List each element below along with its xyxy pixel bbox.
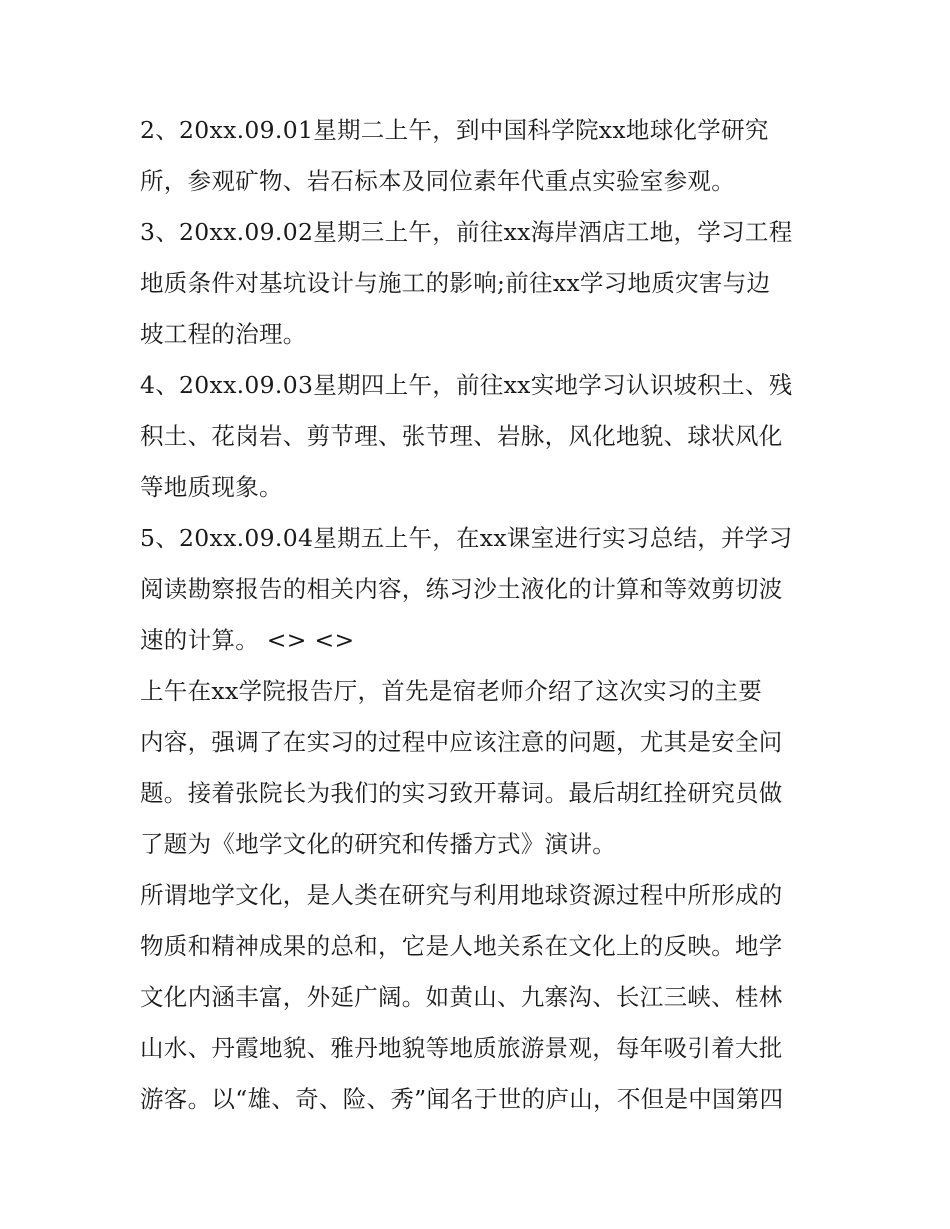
text-line-4: 地质条件对基坑设计与施工的影响;前往xx学习地质灾害与边 [140, 269, 771, 297]
text-line-7: 积土、花岗岩、剪节理、张节理、岩脉，风化地貌、球状风化 [140, 422, 783, 450]
text-line-14: 题。接着张院长为我们的实习致开幕词。最后胡红拴研究员做 [140, 779, 783, 807]
text-line-18: 文化内涵丰富，外延广阔。如黄山、九寨沟、长江三峡、桂林 [140, 983, 783, 1011]
text-line-11: 速的计算。 <> <> [140, 626, 355, 654]
text-line-1: 2、20xx.09.01星期二上午，到中国科学院xx地球化学研究 [140, 116, 769, 144]
text-line-19: 山水、丹霞地貌、雅丹地貌等地质旅游景观，每年吸引着大批 [140, 1034, 783, 1062]
text-line-13: 内容，强调了在实习的过程中应该注意的问题，尤其是安全问 [140, 728, 783, 756]
text-line-16: 所谓地学文化，是人类在研究与利用地球资源过程中所形成的 [140, 881, 783, 909]
text-line-10: 阅读勘察报告的相关内容，练习沙土液化的计算和等效剪切波 [140, 575, 783, 603]
text-line-2: 所，参观矿物、岩石标本及同位素年代重点实验室参观。 [140, 167, 735, 195]
text-line-8: 等地质现象。 [140, 473, 283, 501]
text-line-9: 5、20xx.09.04星期五上午，在xx课室进行实习总结，并学习 [140, 524, 793, 552]
text-line-15: 了题为《地学文化的研究和传播方式》演讲。 [140, 830, 616, 858]
text-line-3: 3、20xx.09.02星期三上午，前往xx海岸酒店工地，学习工程 [140, 218, 793, 246]
text-line-12: 上午在xx学院报告厅，首先是宿老师介绍了这次实习的主要 [140, 677, 763, 705]
document-body [140, 105, 820, 1125]
text-line-20: 游客。以“雄、奇、险、秀”闻名于世的庐山，不但是中国第四 [140, 1085, 784, 1113]
text-line-6: 4、20xx.09.03星期四上午，前往xx实地学习认识坡积土、残 [140, 371, 793, 399]
text-line-5: 坡工程的治理。 [140, 320, 307, 348]
text-line-17: 物质和精神成果的总和，它是人地关系在文化上的反映。地学 [140, 932, 783, 960]
